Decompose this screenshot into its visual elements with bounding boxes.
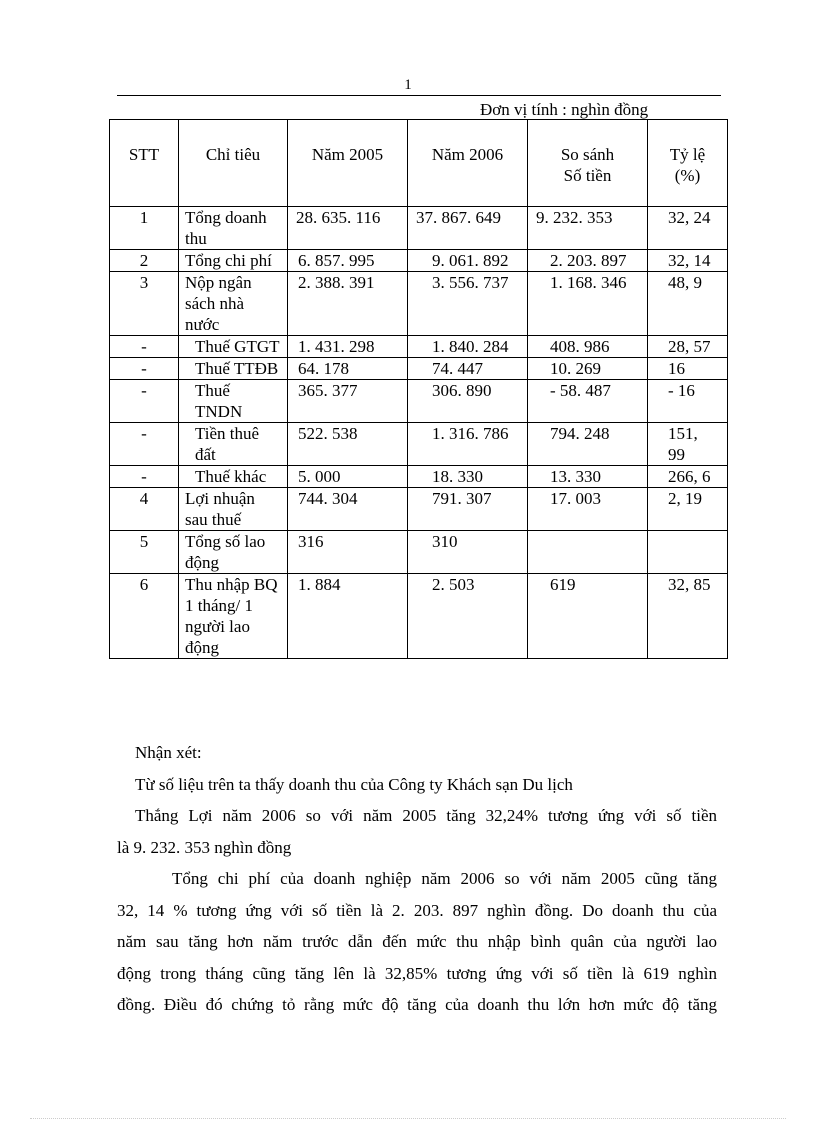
notes-line: năm sau tăng hơn năm trước dẫn đến mức thu nhập bình quân của người lao (117, 932, 717, 951)
cell-nam-2006: 37. 867. 649 (408, 207, 528, 250)
financial-table (109, 119, 728, 659)
table-row (110, 423, 728, 466)
table-row (110, 488, 728, 531)
table-row (110, 380, 728, 423)
cell-nam-2005: 2. 388. 391 (288, 272, 408, 336)
cell-nam-2006: 18. 330 (408, 466, 528, 488)
cell-stt: 4 (110, 488, 179, 531)
cell-chi-tieu: Tiền thuê đất (179, 423, 288, 466)
page-number: 1 (404, 77, 412, 93)
table-row (110, 466, 728, 488)
header-so-sanh-line1: So sánh (560, 145, 615, 164)
cell-chi-tieu: Thuế khác (179, 466, 288, 488)
notes-line: 32, 14 % tương ứng với số tiền là 2. 203. 897 nghìn đồng. Do doanh thu của (117, 900, 717, 920)
cell-stt: - (110, 423, 179, 466)
notes-paragraph-1-cont (117, 800, 717, 863)
cell-so-tien: 408. 986 (528, 336, 648, 358)
table-row (110, 336, 728, 358)
notes-line: Tổng chi phí của doanh nghiệp năm 2006 so với năm 2005 cũng tăng (172, 869, 717, 888)
cell-chi-tieu: Nộp ngân sách nhà nước (179, 272, 288, 336)
cell-so-tien: 13. 330 (528, 466, 648, 488)
cell-stt: - (110, 380, 179, 423)
cell-nam-2006: 74. 447 (408, 358, 528, 380)
header-chi-tieu: Chỉ tiêu (179, 120, 288, 207)
cell-stt: - (110, 336, 179, 358)
cell-so-tien: 10. 269 (528, 358, 648, 380)
notes-paragraph-1 (117, 769, 717, 801)
cell-ty-le: 32, 14 (648, 250, 728, 272)
header-nam-2006: Năm 2006 (408, 120, 528, 207)
cell-nam-2006: 306. 890 (408, 380, 528, 423)
notes-line: động trong tháng cũng tăng lên là 32,85% tương ứng với số tiền là 619 nghìn (117, 963, 717, 983)
cell-stt: 1 (110, 207, 179, 250)
cell-ty-le: 266, 6 (648, 466, 728, 488)
cell-chi-tieu: Lợi nhuận sau thuế (179, 488, 288, 531)
table-row (110, 272, 728, 336)
cell-stt: 5 (110, 531, 179, 574)
header-ty-le (648, 120, 728, 207)
notes-line: Từ số liệu trên ta thấy doanh thu của Công ty Khách sạn Du lịch (135, 774, 573, 794)
cell-chi-tieu: Thu nhập BQ 1 tháng/ 1 người lao động (179, 574, 288, 659)
cell-ty-le: 28, 57 (648, 336, 728, 358)
notes-paragraph-2 (117, 863, 717, 1021)
cell-so-tien: 9. 232. 353 (528, 207, 648, 250)
table-row (110, 207, 728, 250)
cell-nam-2006: 9. 061. 892 (408, 250, 528, 272)
cell-nam-2005: 744. 304 (288, 488, 408, 531)
header-so-sanh-line2: Số tiền (563, 166, 612, 185)
cell-so-tien: 794. 248 (528, 423, 648, 466)
cell-ty-le: 32, 85 (648, 574, 728, 659)
cell-ty-le: 151, 99 (648, 423, 728, 466)
notes-line: Thắng Lợi năm 2006 so với năm 2005 tăng 32,24% tương ứng với số tiền (135, 806, 717, 825)
cell-so-tien: 17. 003 (528, 488, 648, 531)
cell-nam-2005: 316 (288, 531, 408, 574)
cell-stt: 2 (110, 250, 179, 272)
table-row (110, 250, 728, 272)
cell-chi-tieu: Thuế TNDN (179, 380, 288, 423)
cell-chi-tieu: Tổng chi phí (179, 250, 288, 272)
unit-label: Đơn vị tính : nghìn đồng (480, 100, 649, 119)
notes-title: Nhận xét: (135, 743, 202, 762)
cell-nam-2005: 64. 178 (288, 358, 408, 380)
cell-chi-tieu: Tổng doanh thu (179, 207, 288, 250)
cell-nam-2005: 28. 635. 116 (288, 207, 408, 250)
cell-ty-le: - 16 (648, 380, 728, 423)
cell-so-tien: 619 (528, 574, 648, 659)
table-header-row (110, 120, 728, 207)
footer-divider (30, 1118, 786, 1119)
cell-nam-2005: 1. 431. 298 (288, 336, 408, 358)
cell-nam-2006: 310 (408, 531, 528, 574)
cell-nam-2005: 522. 538 (288, 423, 408, 466)
cell-chi-tieu: Thuế TTĐB (179, 358, 288, 380)
cell-nam-2005: 1. 884 (288, 574, 408, 659)
notes-section (117, 737, 717, 1021)
table-row (110, 574, 728, 659)
cell-nam-2006: 3. 556. 737 (408, 272, 528, 336)
header-so-sanh (528, 120, 648, 207)
cell-so-tien: 2. 203. 897 (528, 250, 648, 272)
cell-chi-tieu: Tổng số lao động (179, 531, 288, 574)
cell-nam-2005: 5. 000 (288, 466, 408, 488)
header-stt: STT (110, 120, 179, 207)
header-nam-2005: Năm 2005 (288, 120, 408, 207)
cell-nam-2005: 6. 857. 995 (288, 250, 408, 272)
cell-nam-2006: 1. 840. 284 (408, 336, 528, 358)
cell-ty-le: 48, 9 (648, 272, 728, 336)
cell-so-tien: - 58. 487 (528, 380, 648, 423)
cell-so-tien: 1. 168. 346 (528, 272, 648, 336)
header-rule (117, 95, 721, 96)
notes-line: là 9. 232. 353 nghìn đồng (117, 837, 292, 857)
cell-stt: 3 (110, 272, 179, 336)
cell-ty-le (648, 531, 728, 574)
header-ty-le-line2: (%) (674, 166, 701, 185)
cell-so-tien (528, 531, 648, 574)
notes-line: đồng. Điều đó chứng tỏ rằng mức độ tăng của doanh thu lớn hơn mức độ tăng (117, 995, 717, 1014)
cell-nam-2006: 1. 316. 786 (408, 423, 528, 466)
cell-stt: 6 (110, 574, 179, 659)
table-row (110, 531, 728, 574)
cell-chi-tieu: Thuế GTGT (179, 336, 288, 358)
cell-ty-le: 2, 19 (648, 488, 728, 531)
cell-nam-2005: 365. 377 (288, 380, 408, 423)
cell-stt: - (110, 358, 179, 380)
cell-stt: - (110, 466, 179, 488)
cell-nam-2006: 2. 503 (408, 574, 528, 659)
cell-ty-le: 32, 24 (648, 207, 728, 250)
table-row (110, 358, 728, 380)
cell-ty-le: 16 (648, 358, 728, 380)
header-ty-le-line1: Tỷ lệ (669, 145, 706, 164)
cell-nam-2006: 791. 307 (408, 488, 528, 531)
